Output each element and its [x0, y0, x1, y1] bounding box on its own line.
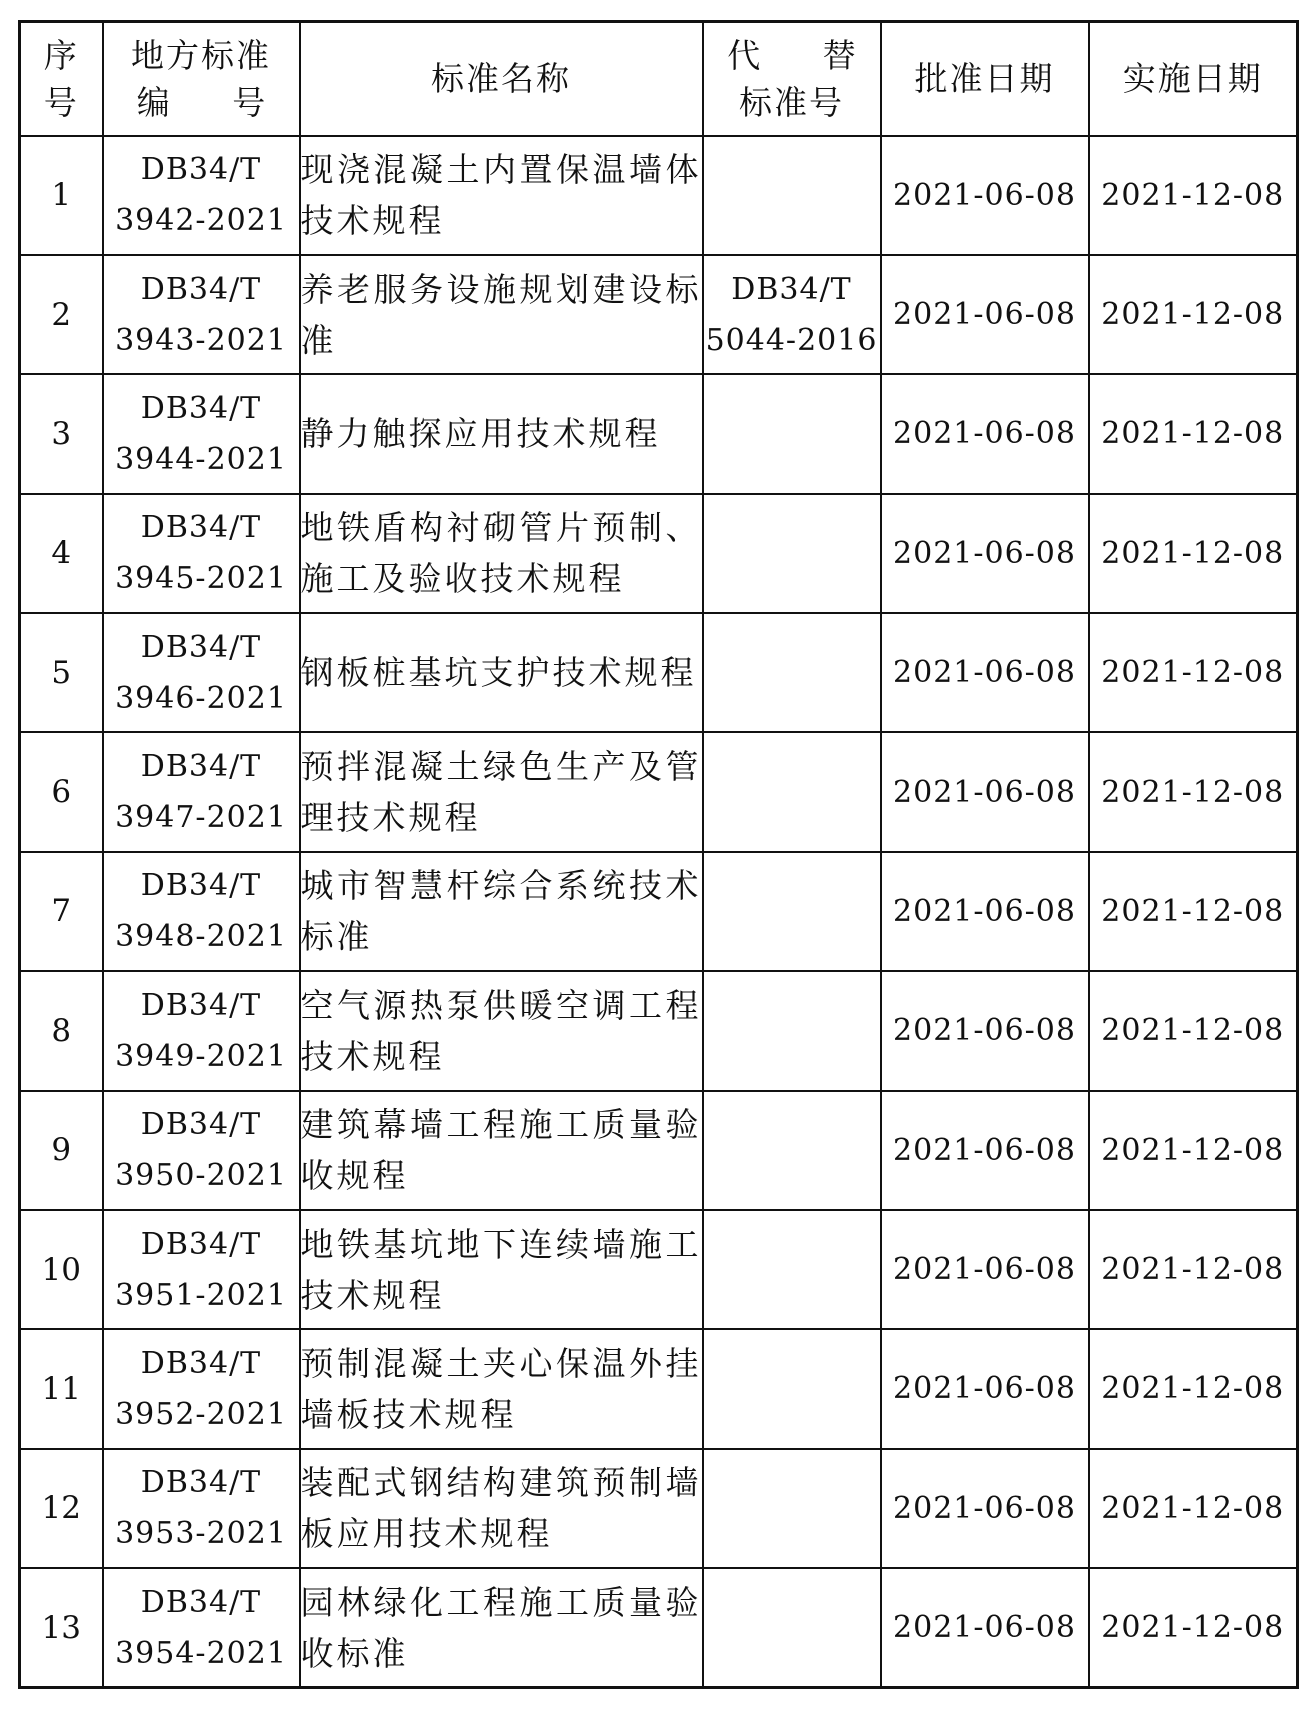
row-code-prefix: DB34/T [140, 987, 262, 1023]
row-standard-name: 现浇混凝土内置保温墙体技术规程 [300, 136, 703, 255]
row-seq: 6 [20, 732, 103, 851]
row-approval-date: 2021-06-08 [881, 1091, 1089, 1210]
row-standard-code [103, 255, 300, 374]
row-standard-name: 静力触探应用技术规程 [300, 374, 703, 493]
row-implementation-date: 2021-12-08 [1089, 1091, 1298, 1210]
table-row [20, 494, 1298, 613]
row-replaced-standard [703, 1329, 881, 1448]
row-standard-code [103, 613, 300, 732]
row-approval-date: 2021-06-08 [881, 255, 1089, 374]
table-row [20, 1091, 1298, 1210]
row-code-prefix: DB34/T [140, 510, 262, 546]
row-code-number: 3953-2021 [115, 1516, 287, 1552]
row-replaced-standard [703, 971, 881, 1090]
row-replaced-standard [703, 494, 881, 613]
row-seq: 12 [20, 1449, 103, 1568]
row-code-prefix: DB34/T [140, 1107, 262, 1143]
row-code-prefix: DB34/T [140, 629, 262, 665]
row-standard-code [103, 732, 300, 851]
row-standard-name: 城市智慧杆综合系统技术标准 [300, 852, 703, 971]
row-approval-date: 2021-06-08 [881, 374, 1089, 493]
header-implementation-date: 实施日期 [1089, 22, 1298, 136]
row-implementation-date: 2021-12-08 [1089, 494, 1298, 613]
row-standard-name: 地铁盾构衬砌管片预制、施工及验收技术规程 [300, 494, 703, 613]
row-standard-name: 地铁基坑地下连续墙施工技术规程 [300, 1210, 703, 1329]
row-approval-date: 2021-06-08 [881, 971, 1089, 1090]
row-seq: 11 [20, 1329, 103, 1448]
header-replaced: 代 替 标准号 [703, 22, 881, 136]
row-replaced-standard [703, 1568, 881, 1688]
standards-table [18, 20, 1299, 1689]
row-replaced-prefix: DB34/T [731, 271, 852, 307]
row-standard-code [103, 971, 300, 1090]
row-approval-date: 2021-06-08 [881, 613, 1089, 732]
row-approval-date: 2021-06-08 [881, 1210, 1089, 1329]
row-implementation-date: 2021-12-08 [1089, 1449, 1298, 1568]
row-replaced-standard [703, 613, 881, 732]
row-standard-code [103, 1210, 300, 1329]
table-row [20, 136, 1298, 255]
row-code-prefix: DB34/T [140, 1465, 262, 1501]
row-code-number: 3943-2021 [115, 322, 287, 358]
row-replaced-standard [703, 255, 881, 374]
row-implementation-date: 2021-12-08 [1089, 613, 1298, 732]
row-replaced-standard [703, 732, 881, 851]
row-code-number: 3952-2021 [115, 1396, 287, 1432]
row-standard-code [103, 494, 300, 613]
row-standard-name: 装配式钢结构建筑预制墙板应用技术规程 [300, 1449, 703, 1568]
row-implementation-date: 2021-12-08 [1089, 1329, 1298, 1448]
row-standard-code [103, 852, 300, 971]
row-replaced-standard [703, 136, 881, 255]
row-standard-code [103, 1568, 300, 1688]
table-row [20, 1210, 1298, 1329]
row-replaced-standard [703, 1091, 881, 1210]
row-standard-name: 预制混凝土夹心保温外挂墙板技术规程 [300, 1329, 703, 1448]
row-implementation-date: 2021-12-08 [1089, 1568, 1298, 1688]
row-replaced-standard [703, 1210, 881, 1329]
table-row [20, 1449, 1298, 1568]
row-code-number: 3948-2021 [115, 919, 287, 955]
header-approval-date: 批准日期 [881, 22, 1089, 136]
row-implementation-date: 2021-12-08 [1089, 971, 1298, 1090]
row-code-prefix: DB34/T [140, 749, 262, 785]
row-replaced-standard [703, 1449, 881, 1568]
table-row [20, 971, 1298, 1090]
row-code-number: 3946-2021 [115, 680, 287, 716]
row-implementation-date: 2021-12-08 [1089, 374, 1298, 493]
row-implementation-date: 2021-12-08 [1089, 136, 1298, 255]
row-approval-date: 2021-06-08 [881, 852, 1089, 971]
row-standard-name: 钢板桩基坑支护技术规程 [300, 613, 703, 732]
row-standard-name: 养老服务设施规划建设标准 [300, 255, 703, 374]
table-header-row [20, 22, 1298, 136]
row-approval-date: 2021-06-08 [881, 1329, 1089, 1448]
row-seq: 9 [20, 1091, 103, 1210]
row-approval-date: 2021-06-08 [881, 1568, 1089, 1688]
table-body [20, 136, 1298, 1688]
row-approval-date: 2021-06-08 [881, 732, 1089, 851]
row-implementation-date: 2021-12-08 [1089, 255, 1298, 374]
header-code: 地方标准 编 号 [103, 22, 300, 136]
row-seq: 7 [20, 852, 103, 971]
row-code-prefix: DB34/T [140, 271, 262, 307]
row-code-number: 3950-2021 [115, 1158, 287, 1194]
row-standard-code [103, 1329, 300, 1448]
row-code-number: 3954-2021 [115, 1635, 287, 1671]
row-seq: 8 [20, 971, 103, 1090]
row-standard-name: 空气源热泵供暖空调工程技术规程 [300, 971, 703, 1090]
row-seq: 13 [20, 1568, 103, 1688]
row-seq: 10 [20, 1210, 103, 1329]
row-code-prefix: DB34/T [140, 868, 262, 904]
row-standard-code [103, 1449, 300, 1568]
row-seq: 5 [20, 613, 103, 732]
row-code-number: 3945-2021 [115, 561, 287, 597]
row-replaced-standard [703, 852, 881, 971]
row-implementation-date: 2021-12-08 [1089, 732, 1298, 851]
row-code-prefix: DB34/T [140, 1345, 262, 1381]
row-code-number: 3942-2021 [115, 203, 287, 239]
row-code-number: 3949-2021 [115, 1038, 287, 1074]
row-seq: 2 [20, 255, 103, 374]
row-approval-date: 2021-06-08 [881, 494, 1089, 613]
row-code-number: 3947-2021 [115, 800, 287, 836]
table-row [20, 374, 1298, 493]
row-standard-name: 预拌混凝土绿色生产及管理技术规程 [300, 732, 703, 851]
row-code-number: 3951-2021 [115, 1277, 287, 1313]
row-replaced-number: 5044-2016 [705, 322, 878, 358]
row-standard-name: 建筑幕墙工程施工质量验收规程 [300, 1091, 703, 1210]
row-code-number: 3944-2021 [115, 441, 287, 477]
row-code-prefix: DB34/T [140, 1226, 262, 1262]
row-code-prefix: DB34/T [140, 1584, 262, 1620]
header-name: 标准名称 [300, 22, 703, 136]
row-standard-code [103, 374, 300, 493]
row-standard-code [103, 1091, 300, 1210]
header-seq: 序 号 [20, 22, 103, 136]
row-seq: 3 [20, 374, 103, 493]
row-implementation-date: 2021-12-08 [1089, 852, 1298, 971]
table-row [20, 1568, 1298, 1688]
row-code-prefix: DB34/T [140, 390, 262, 426]
row-approval-date: 2021-06-08 [881, 136, 1089, 255]
row-implementation-date: 2021-12-08 [1089, 1210, 1298, 1329]
row-replaced-standard [703, 374, 881, 493]
table-row [20, 613, 1298, 732]
table-row [20, 732, 1298, 851]
row-standard-code [103, 136, 300, 255]
row-seq: 4 [20, 494, 103, 613]
table-row [20, 1329, 1298, 1448]
row-standard-name: 园林绿化工程施工质量验收标准 [300, 1568, 703, 1688]
row-seq: 1 [20, 136, 103, 255]
row-approval-date: 2021-06-08 [881, 1449, 1089, 1568]
table-row [20, 852, 1298, 971]
table-row [20, 255, 1298, 374]
row-code-prefix: DB34/T [140, 152, 262, 188]
